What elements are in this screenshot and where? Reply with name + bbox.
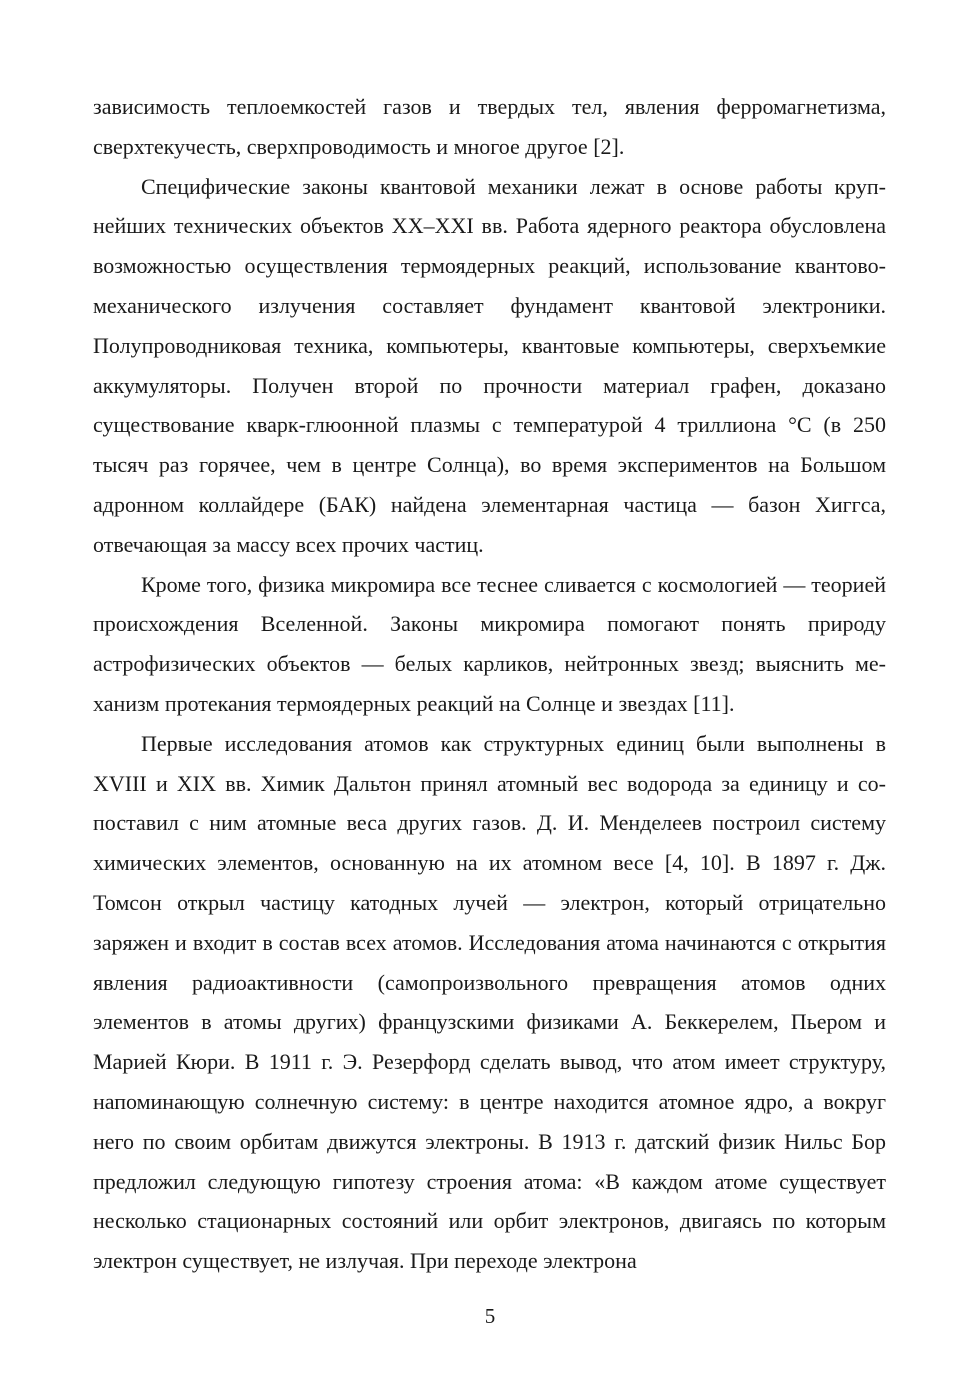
paragraph-continuation: зависимость теплоемкостей газов и твердых тел, явления ферромагнетизма, сверхтекучесть, сверхпроводимость и многое другое [2].	[93, 94, 886, 159]
page-number: 5	[484, 1304, 496, 1328]
paragraph-cosmology: Кроме того, физика микромира все теснее сливается с космологией — теорией происхождения Вселенной. Законы микромира помогают понять природу астрофизических объектов — белых карликов, нейтронных звезд; выяснить механизм протекания термоядерных реакций на Солнце и звездах [11].	[93, 571, 886, 716]
paragraph-atom-research: Первые исследования атомов как структурных единиц были выполнены в XVIII и XIX вв. Химик Дальтон принял атомный вес водорода за единицу и сопоставил с ним атомные веса других газов. Д. И. Менделеев построил систему химических элементов, основанную на их атомном весе [4, 10]. В 1897 г. Дж. Томсон открыл частицу катодных лучей — электрон, который отрицательно заряжен и входит в состав всех атомов. Исследования атома начинаются с открытия явления радиоактивности (самопроизвольного превращения атомов одних элементов в атомы других) французскими физиками А. Беккерелем, Пьером и Марией Кюри. В 1911 г. Э. Резерфорд сделать вывод, что атом имеет структуру, напоминающую солнечную систему: в центре находится атомное ядро, а вокруг него по своим орбитам движутся электроны. В 1913 г. датский физик Нильс Бор предложил следующую гипотезу строения атома: «В каждом атоме существует несколько стационарных состояний или орбит электронов, двигаясь по которым электрон существует, не излучая. При переходе электрона	[93, 730, 886, 1274]
paragraph-quantum-technology: Специфические законы квантовой механики лежат в основе работы крупнейших технических объектов XX–XXI вв. Работа ядерного реактора обусловлена возможностью осуществления термоядерных реакций, использование квантово-механического излучения составляет фундамент квантовой электроники. Полупроводниковая техника, компьютеры, квантовые компьютеры, сверхъемкие аккумуляторы. Получен второй по прочности материал графен, доказано существование кварк-глюонной плазмы с температурой 4 триллиона °С (в 250 тысяч раз горячее, чем в центре Солнца), во время экспериментов на Большом адронном коллайдере (БАК) найдена элементарная частица — базон Хиггса, отвечающая за массу всех прочих частиц.	[93, 173, 886, 557]
body-text	[93, 87, 886, 1281]
